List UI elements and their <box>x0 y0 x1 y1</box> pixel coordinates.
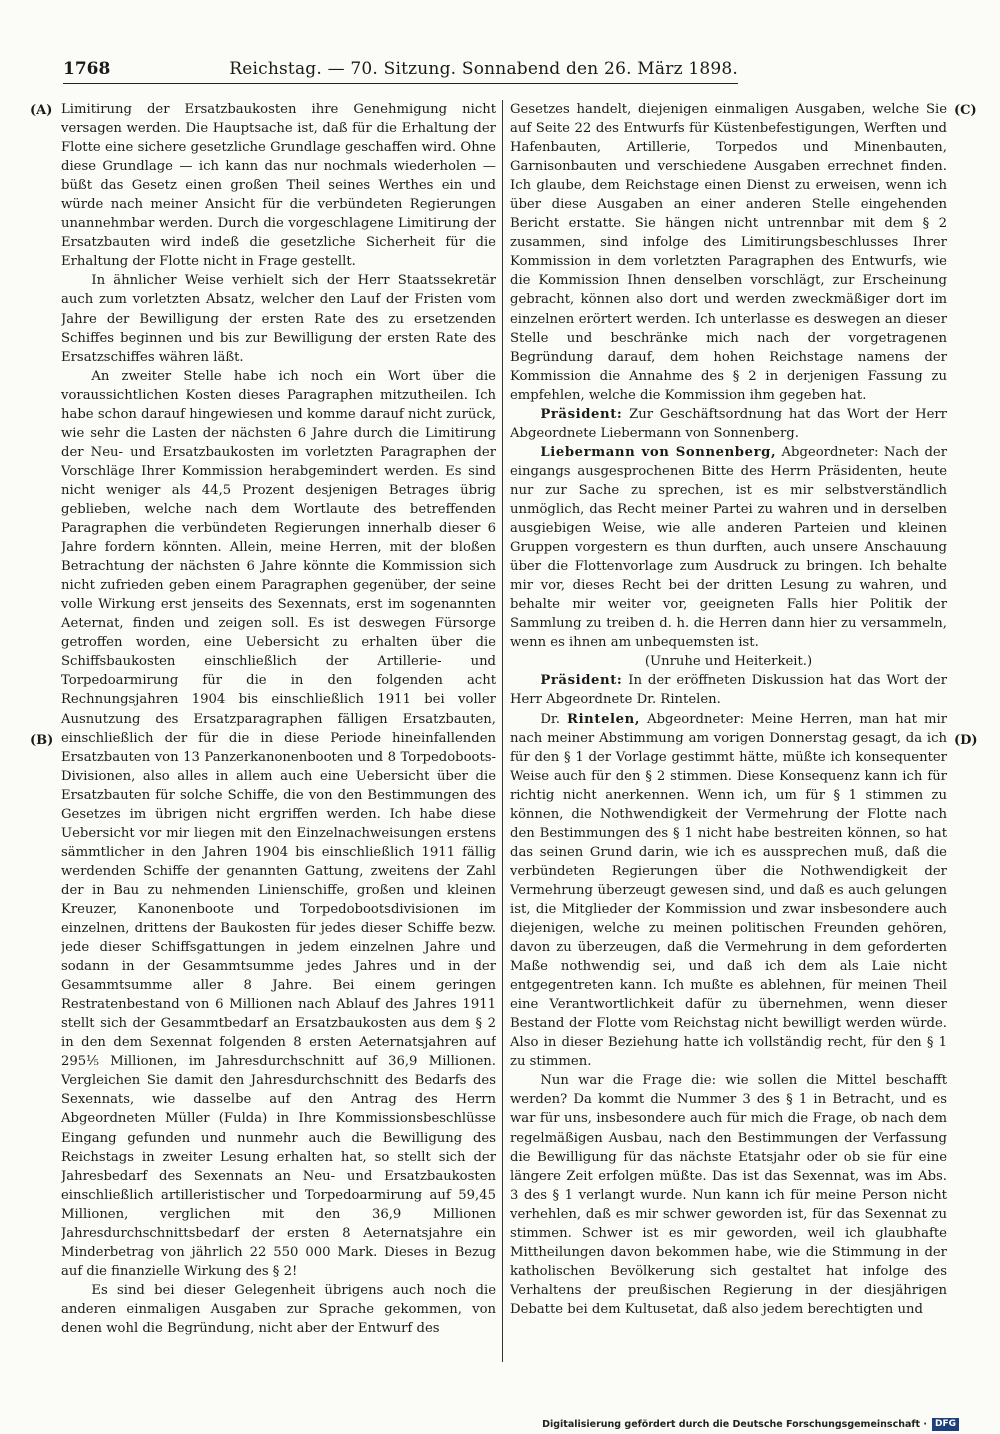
digitization-credit <box>542 1418 959 1432</box>
header-rule <box>63 83 738 84</box>
margin-marker-a: (A) <box>30 103 53 118</box>
speaker-name: Präsident: <box>540 406 623 422</box>
speaker-title: Dr. <box>540 711 568 727</box>
page-number: 1768 <box>63 59 111 79</box>
speech-text: Abgeordneter: Meine Herren, man hat mir nach meiner Abstimmung am vorigen Donnerstag gesagt, da ich für den § 1 der Vorlage gestimmt hätte, müßte ich konsequenter Weise auch für den § 2 stimmen. Diese Konsequenz kann ich für richtig nicht anerkennen. Wenn ich, um für § 1 stimmen zu können, die Nothwendigkeit der Vermehrung der Flotte nach den Bestimmungen des § 1 nicht habe bestreiten können, so hat das seinen Grund darin, wie ich es aussprechen muß, daß die verbündeten Regierungen über die Nothwendigkeit der Vermehrung überzeugt gewesen sind, und daß es auch gelungen ist, die Mitglieder der Kommission und zwar insbesondere auch diejenigen, welche zu meinen politischen Freunden gehören, davon zu überzeugen, daß die Vermehrung in dem geforderten Maße nothwendig sei, und daß ich dem als Laie nicht entgegentreten kann. Ich mußte es ablehnen, für meinen Theil eine Verantwortlichkeit dafür zu übernehmen, wenn dieser Bestand der Flotte vom Reichstag nicht bewilligt werden würde. Also in dieser Beziehung hatte ich vollständig recht, für den § 1 zu stimmen. <box>510 711 947 1070</box>
paragraph: Limitirung der Ersatzbaukosten ihre Genehmigung nicht versagen werden. Die Hauptsache ist, daß für die Erhaltung der Flotte eine sichere gesetzliche Grundlage geschaffen wird. Ohne diese Grundlage — ich kann das nur nochmals wiederholen — büßt das Gesetz einen großen Theil seines Werthes ein und würde nach meiner Ansicht für die verbündeten Regierungen unannehmbar werden. Durch die vorgeschlagene Limitirung der Ersatzbauten wird indeß die gesetzliche Sicherheit für die Erhaltung der Flotte nicht in Frage gestellt. <box>61 102 496 270</box>
speech-text: Abgeordneter: Nach der eingangs ausgesprochenen Bitte des Herrn Präsidenten, heute nur zur Sache zu sprechen, ist es mir selbstverständlich unmöglich, das Recht meiner Partei zu wahren und in derselben ausgiebigen Weise, wie alle anderen Parteien und kleinen Gruppen vorgestern es thun durften, auch unsere Anschauung über die Flottenvorlage zum Ausdruck zu bringen. Ich behalte mir vor, dieses Recht bei der dritten Lesung zu wahren, und behalte mir weiter vor, geeigneten Falls hier Politik der Sammlung zu treiben d. h. die Herren dann hier zu versammeln, wenn es ihnen am unbequemsten ist. <box>510 444 947 651</box>
speaker-name: Präsident: <box>540 673 623 689</box>
paragraph: Es sind bei dieser Gelegenheit übrigens auch noch die anderen einmaligen Ausgaben zur Sprache gekommen, von denen wohl die Begründung, nicht aber der Entwurf des <box>61 1282 496 1336</box>
speaker-paragraph <box>510 443 947 653</box>
interjection: (Unruhe und Heiterkeit.) <box>644 654 813 670</box>
paragraph: Gesetzes handelt, diejenigen einmaligen Ausgaben, welche Sie auf Seite 22 des Entwurfs für Küstenbefestigungen, Werften und Hafenbauten, Artillerie, Torpedos und Minenbauten, Garnisonbauten und verschiedene Ausgaben errechnet finden. Ich glaube, dem Reichstage einen Dienst zu erweisen, wenn ich über diese Ausgaben an einer anderen Stelle eingehenden Bericht erstatte. Sie hängen nicht untrennbar mit dem § 2 zusammen, sind infolge des Limitirungsbeschlusses Ihrer Kommission in dem vorletzten Paragraphen des Entwurfs, wie die Kommission Ihnen denselben vorschlägt, zur Erscheinung gebracht, können also dort und werden zweckmäßiger dort im einzelnen erörtert werden. Ich unterlasse es deswegen an dieser Stelle und beschränke mich nach der vorgetragenen Begründung darauf, dem hohen Reichstage namens der Kommission die Annahme des § 2 in derjenigen Fassung zu empfehlen, welche die Kommission ihm gegeben hat. <box>510 102 947 403</box>
speaker-paragraph <box>510 671 947 709</box>
paragraph: In ähnlicher Weise verhielt sich der Herr Staatssekretär auch zum vorletzten Absatz, welcher den Lauf der Fristen vom Jahre der Bewilligung der ersten Rate des zu ersetzenden Schiffes beginnen und bis zur Bewilligung der ersten Rate des Ersatzschiffes währen läßt. <box>61 273 496 365</box>
speaker-paragraph <box>510 710 947 1072</box>
margin-marker-c: (C) <box>954 103 977 118</box>
speech-text: In der eröffneten Diskussion hat das Wort der Herr Abgeordnete Dr. Rintelen. <box>510 673 947 708</box>
speech-text: Zur Geschäftsordnung hat das Wort der Herr Abgeordnete Liebermann von Sonnenberg. <box>510 406 947 441</box>
left-column <box>61 100 496 1362</box>
credit-text: Digitalisierung gefördert durch die Deutsche Forschungsgemeinschaft · <box>542 1419 927 1430</box>
running-title: Reichstag. — 70. Sitzung. Sonnabend den 26. März 1898. <box>229 59 738 79</box>
dfg-logo: DFG <box>932 1418 959 1431</box>
speaker-name: Rintelen, <box>567 711 641 727</box>
page-header <box>63 58 738 82</box>
speaker-paragraph <box>510 405 947 443</box>
paragraph: An zweiter Stelle habe ich noch ein Wort über die voraussichtlichen Kosten dieses Paragraphen mitzutheilen. Ich habe schon darauf hingewiesen und komme darauf nicht zurück, wie sehr die Lasten der nächsten 6 Jahre durch die Limitirung der Neu- und Ersatzbaukosten im vorletzten Paragraphen der Vorschläge Ihrer Kommission herabgemindert werden. Es sind nicht weniger als 44,5 Prozent desjenigen Betrages übrig geblieben, welche nach dem Wortlaute des betreffenden Paragraphen die verbündeten Regierungen innerhalb dieser 6 Jahre fordern könnten. Allein, meine Herren, mit der bloßen Betrachtung der nächsten 6 Jahre könnte die Kommission sich nicht zufrieden geben einem Paragraphen gegenüber, der seine volle Wirkung erst jenseits des Sexennats, erst im sogenannten Aeternat, finden und zeigen soll. Es ist deswegen Fürsorge getroffen worden, eine Uebersicht zu erhalten über die Schiffsbaukosten einschließlich der Artillerie- und Torpedoarmirung für die in den folgenden acht Rechnungsjahren 1904 bis einschließlich 1911 bei voller Ausnutzung des Ersatzparagraphen fälligen Ersatzbauten, einschließlich der für die in diese Periode hineinfallenden Ersatzbauten von 13 Panzerkanonenbooten und 8 Torpedoboots-Divisionen, also alles in allem auch eine Uebersicht über die Ersatzbauten für solche Schiffe, die von den Bestimmungen des Gesetzes im übrigen nicht ergriffen werden. Ich habe diese Uebersicht vor mir liegen mit den Einzelnachweisungen erstens sämmtlicher in den Jahren 1904 bis einschließlich 1911 fällig werdenden Schiffe der genannten Gattung, zweitens der Zahl der in Bau zu nehmenden Linienschiffe, großen und kleinen Kreuzer, Kanonenboote und Torpedobootsdivisionen im einzelnen, drittens der Baukosten für jedes dieser Schiffe bezw. jede dieser Schiffsgattungen in jedem einzelnen Jahre und sodann in der Gesammtsumme jedes Jahres und in der Gesammtsumme aller 8 Jahre. Bei einem geringen Restratenbestand von 6 Millionen nach Ablauf des Jahres 1911 stellt sich der Gesammtbedarf an Ersatzbaukosten aus dem § 2 in den dem Sexennat folgenden 8 ersten Aeternatsjahren auf 295⅕ Millionen, im Jahresdurchschnitt auf 36,9 Millionen. Vergleichen Sie damit den Jahresdurchschnitt des Bedarfs des Sexennats, wie dasselbe auf den Antrag des Herrn Abgeordneten Müller (Fulda) in Ihre Kommissionsbeschlüsse Eingang gefunden und nunmehr auch die Bewilligung des Reichstags in zweiter Lesung erhalten hat, so stellt sich der Jahresbedarf des Sexennats an Neu- und Ersatzbaukosten einschließlich artilleristischer und Torpedoarmirung auf 59,45 Millionen, verglichen mit den 36,9 Millionen Jahresdurchschnittsbedarf der ersten 8 Aeternatsjahre ein Minderbetrag von jährlich 22 550 000 Mark. Dieses in Bezug auf die finanzielle Wirkung des § 2! <box>61 368 496 1279</box>
right-column <box>510 100 947 1362</box>
paragraph: Nun war die Frage die: wie sollen die Mittel beschafft werden? Da kommt die Nummer 3 des § 1 in Betracht, und es war für uns, insbesondere auch für mich die Frage, ob nach dem regelmäßigen Ausbau, nach den Bestimmungen der Verfassung die Bewilligung für das nächste Etatsjahr oder ob sie für eine längere Zeit erfolgen müßte. Das ist das Sexennat, was im Abs. 3 des § 1 verlangt wurde. Nun kann ich für meine Person nicht verhehlen, daß es mir schwer geworden ist, für das Sexennat zu stimmen. Schwer ist es mir geworden, weil ich glaubhafte Mittheilungen davon bekommen habe, wie die Stimmung in der katholischen Bevölkerung sich gestaltet hat infolge des Verhaltens der preußischen Regierung in der diesjährigen Debatte bei dem Kultusetat, daß also jedem berechtigten und <box>510 1073 947 1317</box>
speaker-name: Liebermann von Sonnenberg, <box>540 444 777 460</box>
margin-marker-d: (D) <box>954 733 978 748</box>
column-divider <box>502 100 503 1362</box>
margin-marker-b: (B) <box>30 733 54 748</box>
